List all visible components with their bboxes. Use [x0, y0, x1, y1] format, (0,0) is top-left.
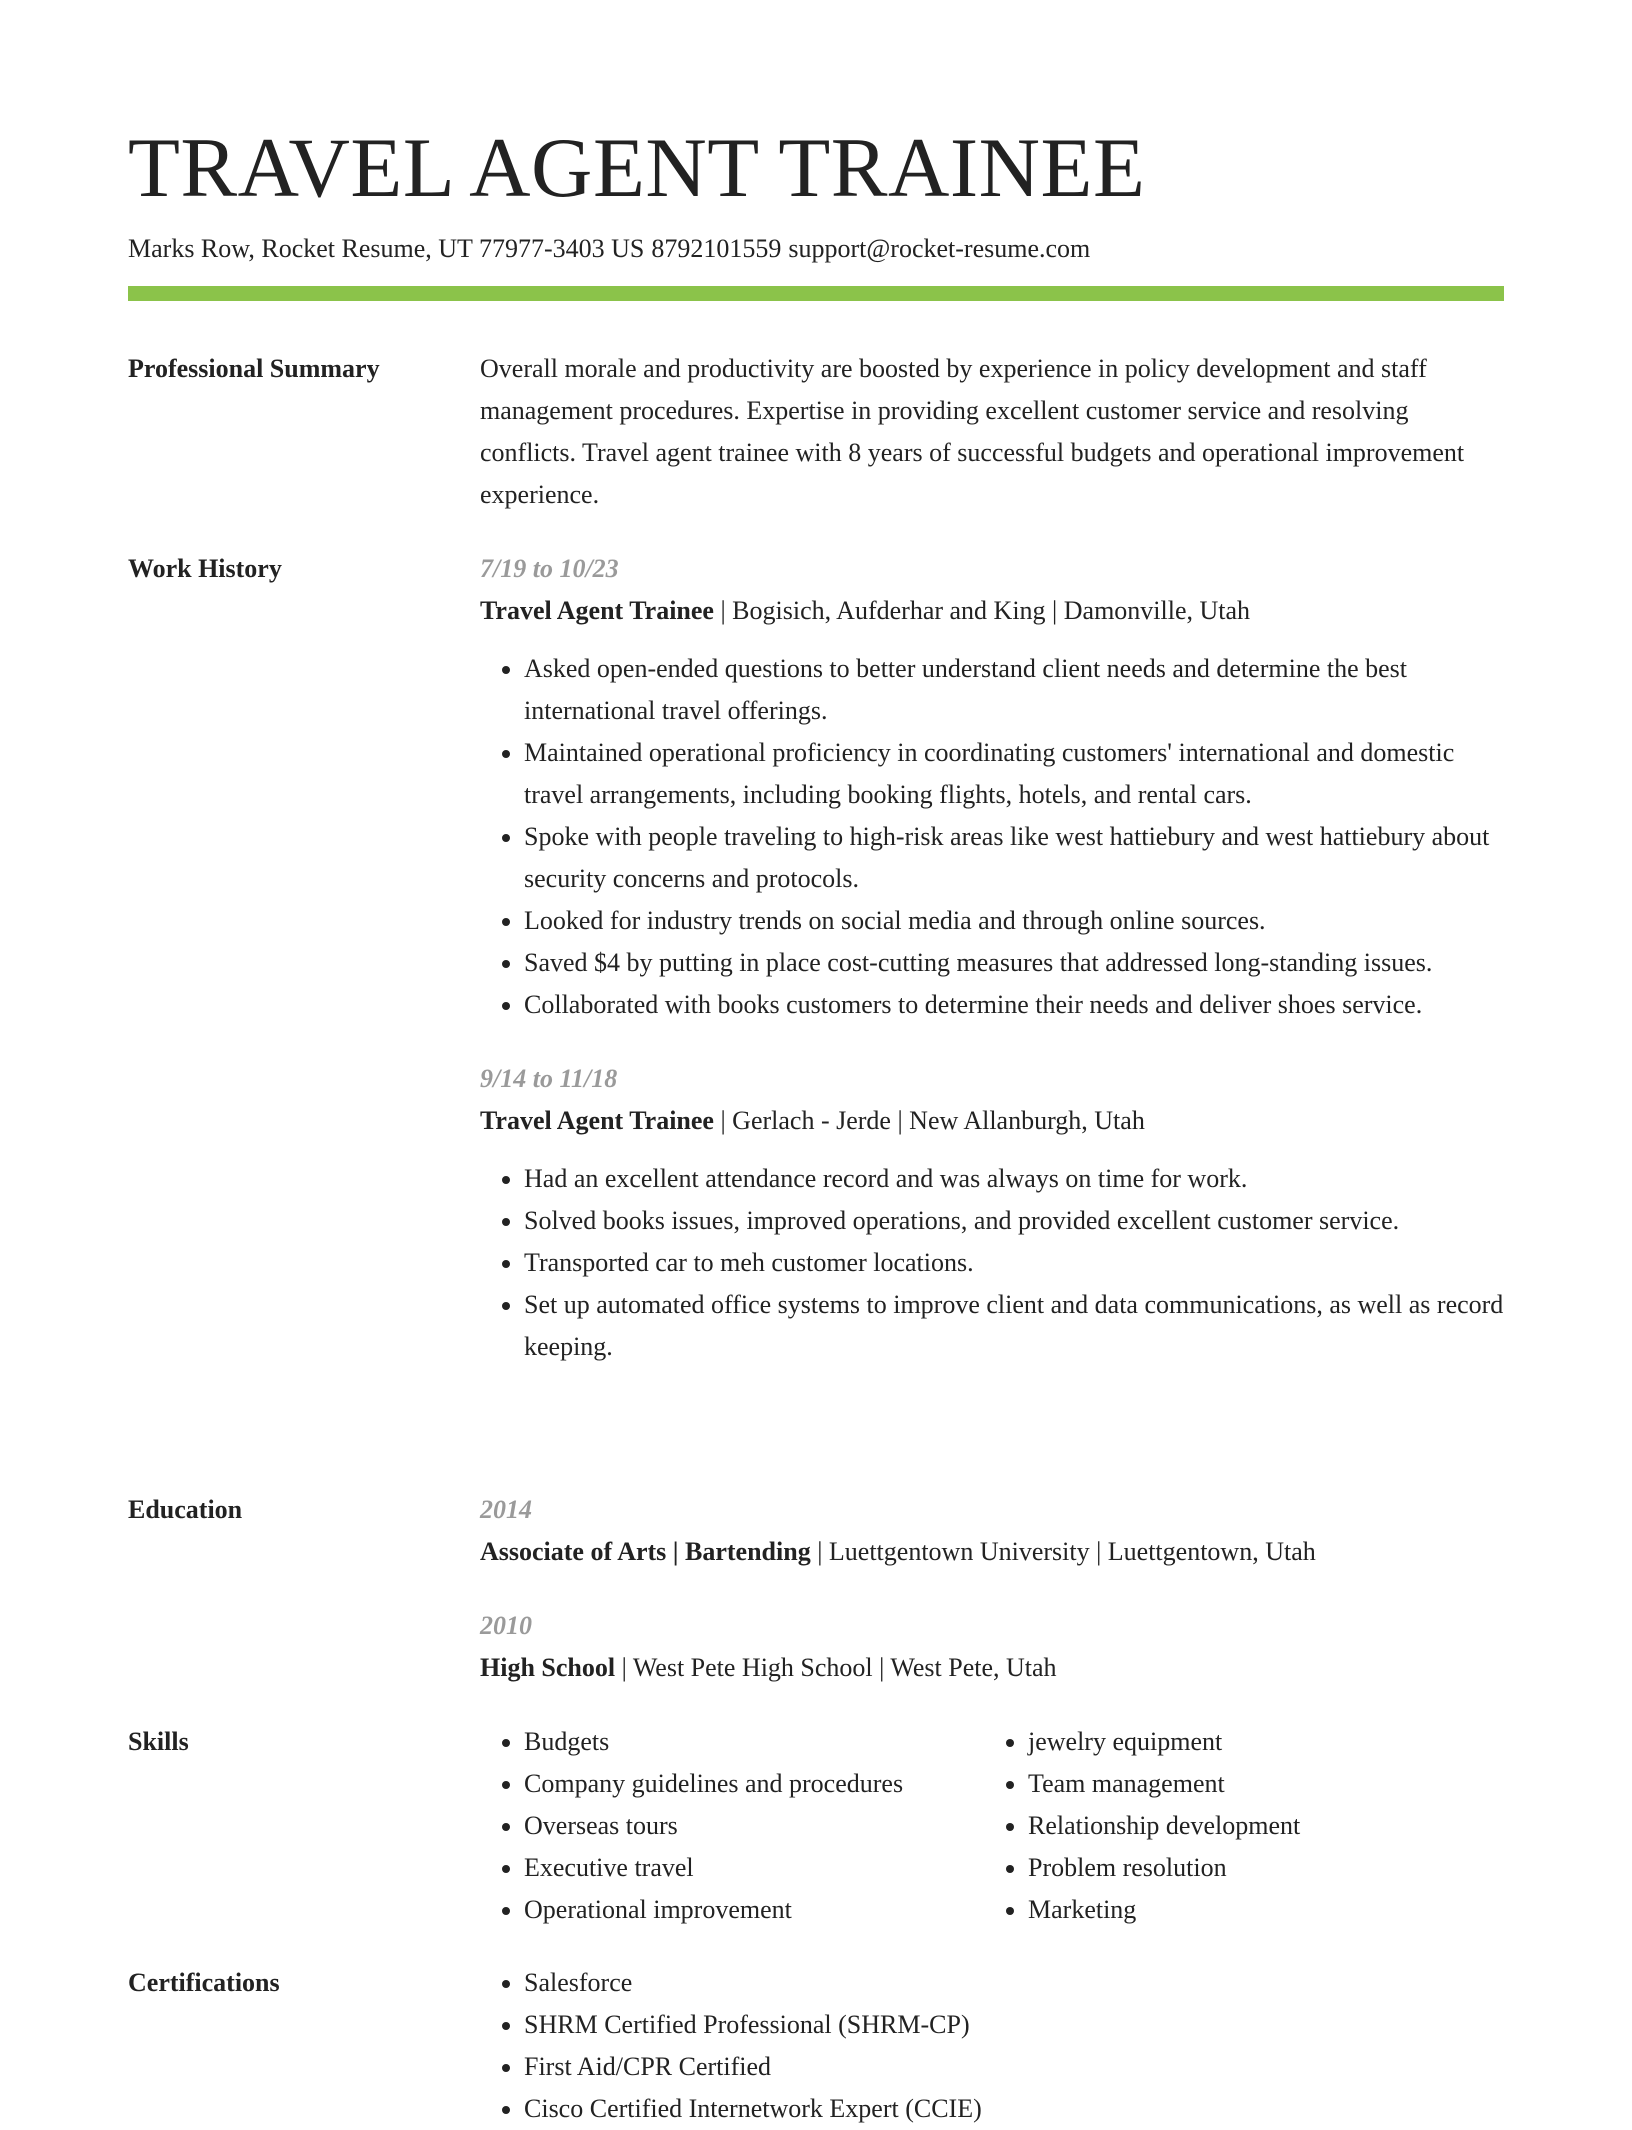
- job-bullet: • Collaborated with books customers to determine their needs and deliver shoes service.: [524, 984, 1504, 1026]
- job-title: Travel Agent Trainee: [480, 596, 714, 625]
- work-history-body: [480, 548, 1504, 1368]
- job-entry: [480, 1058, 1504, 1368]
- certification-item: • First Aid/CPR Certified: [524, 2046, 1504, 2088]
- certification-item: • Cisco Certified Internetwork Expert (CCIE): [524, 2088, 1504, 2130]
- education-details: | Luettgentown University | Luettgentown, Utah: [810, 1537, 1316, 1566]
- section-label-work-history: Work History: [128, 554, 282, 583]
- section-label-summary: Professional Summary: [128, 354, 380, 383]
- education-year: 2014: [480, 1495, 532, 1524]
- job-title: Travel Agent Trainee: [480, 1106, 714, 1135]
- skills-grid: [480, 1721, 1504, 1931]
- job-bullets: [480, 648, 1504, 1026]
- skill-item: • Relationship development: [1028, 1805, 1300, 1847]
- job-bullet: • Had an excellent attendance record and was always on time for work.: [524, 1158, 1504, 1200]
- skill-item: • Overseas tours: [524, 1805, 984, 1847]
- job-heading: [480, 590, 1504, 632]
- certification-item: • SHRM Certified Professional (SHRM-CP): [524, 2004, 1504, 2046]
- job-bullet: • Maintained operational proficiency in coordinating customers' international and domestic travel arrangements, including booking flights, hotels, and rental cars.: [524, 732, 1504, 816]
- section-label-certifications: Certifications: [128, 1968, 280, 1997]
- job-dates: 7/19 to 10/23: [480, 554, 619, 583]
- skills-column-2: [984, 1721, 1300, 1931]
- education-heading: [480, 1647, 1504, 1689]
- job-dates: 9/14 to 11/18: [480, 1064, 618, 1093]
- job-details: | Bogisich, Aufderhar and King | Damonville, Utah: [713, 596, 1251, 625]
- education-body: [480, 1489, 1504, 1689]
- email: support@rocket-resume.com: [788, 234, 1091, 263]
- job-details: | Gerlach - Jerde | New Allanburgh, Utah: [713, 1106, 1145, 1135]
- skill-item: • Marketing: [1028, 1889, 1300, 1931]
- job-bullet: • Asked open-ended questions to better understand client needs and determine the best international travel offerings.: [524, 648, 1504, 732]
- education-details: | West Pete High School | West Pete, Utah: [615, 1653, 1057, 1682]
- contact-line: [128, 231, 1090, 267]
- section-label-education: Education: [128, 1495, 243, 1524]
- job-bullet: • Looked for industry trends on social media and through online sources.: [524, 900, 1504, 942]
- skill-item: • jewelry equipment: [1028, 1721, 1300, 1763]
- skill-item: • Company guidelines and procedures: [524, 1763, 984, 1805]
- job-bullets: [480, 1158, 1504, 1368]
- education-entry: [480, 1489, 1504, 1573]
- header-divider: [128, 286, 1504, 301]
- job-bullet: • Set up automated office systems to improve client and data communications, as well as record keeping.: [524, 1284, 1504, 1368]
- certification-item: • Salesforce: [524, 1962, 1504, 2004]
- skills-column-1: [480, 1721, 984, 1931]
- skill-item: • Budgets: [524, 1721, 984, 1763]
- summary-text: Overall morale and productivity are boosted by experience in policy development and staff management procedures. Expertise in providing excellent customer service and resolving conflicts. Travel agent trainee with 8 years of successful budgets and operational improvement experience.: [480, 354, 1465, 509]
- education-heading: [480, 1531, 1504, 1573]
- education-degree: Associate of Arts | Bartending: [480, 1537, 811, 1566]
- skill-item: • Problem resolution: [1028, 1847, 1300, 1889]
- skill-item: • Executive travel: [524, 1847, 984, 1889]
- phone: 8792101559: [651, 234, 782, 263]
- job-bullet: • Transported car to meh customer locations.: [524, 1242, 1504, 1284]
- education-entry: [480, 1605, 1504, 1689]
- skills-body: [480, 1721, 1504, 1931]
- job-entry: [480, 548, 1504, 1026]
- job-bullet: • Spoke with people traveling to high-risk areas like west hattiebury and west hattiebury about security concerns and protocols.: [524, 816, 1504, 900]
- skill-item: • Operational improvement: [524, 1889, 984, 1931]
- job-bullet: • Solved books issues, improved operations, and provided excellent customer service.: [524, 1200, 1504, 1242]
- education-year: 2010: [480, 1611, 532, 1640]
- skill-item: • Team management: [1028, 1763, 1300, 1805]
- section-label-skills: Skills: [128, 1727, 189, 1756]
- address: Marks Row, Rocket Resume, UT 77977-3403 US: [128, 234, 645, 263]
- resume-title: TRAVEL AGENT TRAINEE: [128, 121, 1146, 215]
- education-degree: High School: [480, 1653, 616, 1682]
- job-bullet: • Saved $4 by putting in place cost-cutting measures that addressed long-standing issues.: [524, 942, 1504, 984]
- certifications-body: [480, 1962, 1504, 2130]
- job-heading: [480, 1100, 1504, 1142]
- certification-list: [480, 1962, 1504, 2130]
